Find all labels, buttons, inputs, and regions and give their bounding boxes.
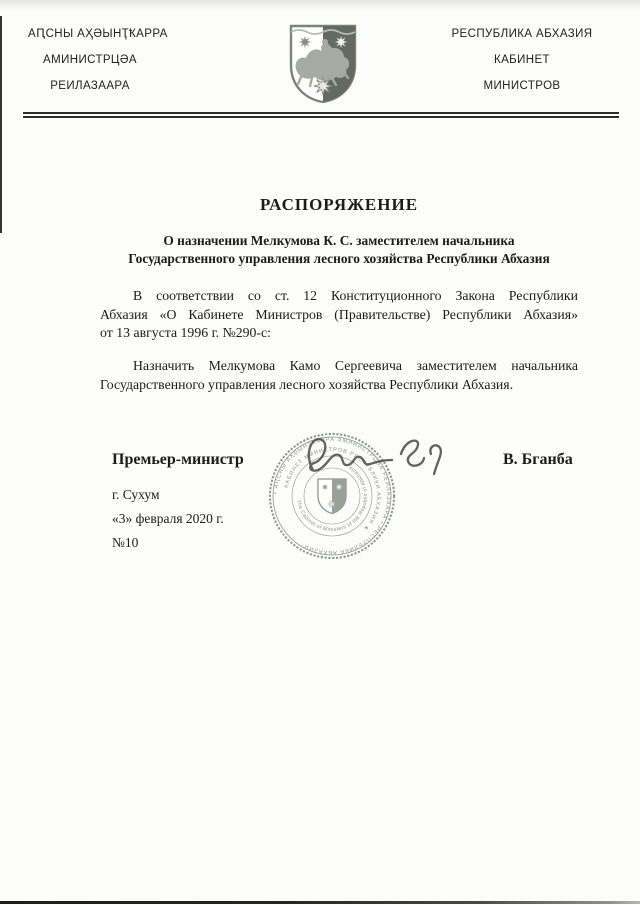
paragraph-preamble-line-2: Абхазия «О Кабинете Министров (Правительстве) Республики Абхазия»	[100, 306, 578, 322]
abkhazia-coat-of-arms-icon	[288, 23, 358, 105]
letterhead-abkhaz-block	[28, 28, 168, 106]
scan-artifact-bottom-line	[0, 901, 640, 904]
letterhead-abkhaz-line-1: АԤСНЫ АҲӘЫНҬҞАРРА	[28, 28, 168, 40]
signer-position-title: Премьер-министр	[112, 451, 244, 468]
date-line: «3» февраля 2020 г.	[112, 511, 224, 526]
stamp-ring-english-text: The Cabinet of Ministers of the Republic of Abkhazia	[295, 464, 370, 534]
paragraph-resolution-line-1: Назначить Мелкумова Камо Сергеевича заместителем начальника	[133, 358, 578, 373]
document-subject-line-1: О назначении Мелкумова К. С. заместителем начальника	[163, 233, 515, 248]
stamp-ring-russian-text: КАБИНЕТ МИНИСТРОВ РЕСПУБЛИКИ АБХАЗИЯ ★	[283, 446, 382, 532]
signer-name: В. Бганба	[503, 451, 573, 468]
place-line: г. Сухум	[112, 487, 160, 502]
paragraph-resolution	[100, 357, 578, 394]
scan-top-shade	[0, 0, 640, 10]
scan-artifact-left-line	[0, 16, 2, 233]
handwritten-signature	[293, 430, 448, 482]
document-title: РАСПОРЯЖЕНИЕ	[259, 195, 419, 214]
paragraph-resolution-line-2: Государственного управления лесного хозяйства Республики Абхазия.	[100, 376, 514, 392]
paragraph-preamble-line-3: от 13 августа 1996 г. №290-с:	[100, 325, 271, 341]
letterhead-abkhaz-line-3: РЕИЛАЗААРА	[50, 80, 130, 92]
stamp-ring-abkhaz-text: • АԤСНЫ АҲӘЫНҬҞАРРА АМИНИСТРЦӘА РЕИЛАЗААРА • РЕСПУБЛИКА АБХАЗИЯ	[273, 436, 392, 556]
stamp-center-emblem	[318, 479, 346, 514]
paragraph-preamble-line-1: В соответствии со ст. 12 Конституционного Закона Республики	[133, 288, 578, 303]
document-number: №10	[112, 535, 139, 550]
document-subject-line-2: Государственного управления лесного хозяйства Республики Абхазия	[128, 251, 550, 266]
document-subject	[91, 232, 587, 268]
letterhead-russian-line-2: КАБИНЕТ	[494, 54, 550, 66]
letterhead-divider-rule	[23, 112, 619, 118]
letterhead-russian-line-1: РЕСПУБЛИКА АБХАЗИЯ	[451, 28, 593, 40]
letterhead-russian-line-3: МИНИСТРОВ	[483, 80, 561, 92]
letterhead-abkhaz-line-2: АМИНИСТРЦӘА	[43, 54, 137, 66]
letterhead-russian-block	[448, 28, 596, 106]
paragraph-preamble	[100, 287, 578, 343]
